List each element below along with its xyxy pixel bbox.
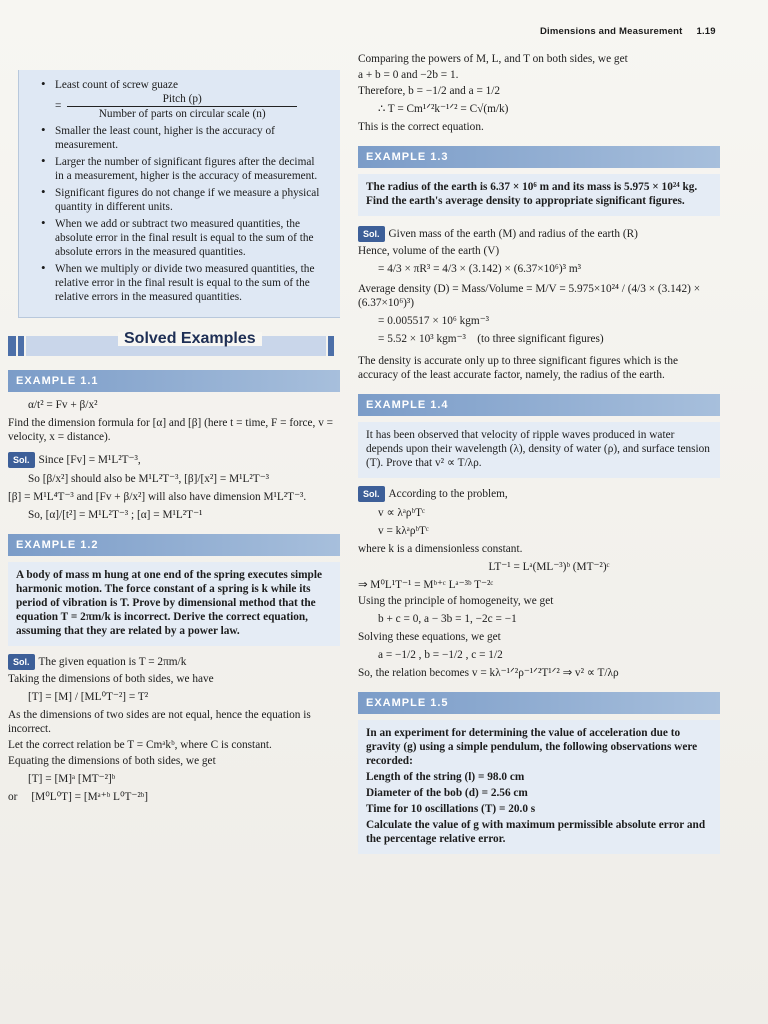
ex2-line7: [T] = [M]ᵃ [MT⁻²]ᵇ xyxy=(28,773,116,785)
page-header xyxy=(540,26,716,37)
compare-powers: Comparing the powers of M, L, and T on both sides, we get xyxy=(358,53,628,65)
summary-box xyxy=(18,70,340,318)
ex4-question: It has been observed that velocity of ripple waves produced in water depends upon their wavelength (λ), density of water (ρ), and surface tension (T). Prove that v² ∝ T/λρ. xyxy=(366,429,710,469)
ex2-line8: [M⁰L⁰T] = [Mᵃ⁺ᵇ L⁰T⁻²ᵇ] xyxy=(31,791,148,803)
solution-badge: Sol. xyxy=(358,486,385,502)
example-1-5-label: EXAMPLE 1.5 xyxy=(358,692,720,714)
solution-badge: Sol. xyxy=(8,452,35,468)
example-1-1-label: EXAMPLE 1.1 xyxy=(8,370,340,392)
example-1-2-label: EXAMPLE 1.2 xyxy=(8,534,340,556)
summary-item: • Larger the number of significant figures after the decimal in a measurement, higher is the accuracy of measurement. xyxy=(41,155,326,183)
summary-item: • Least count of screw guaze = $\frac{\text{Pitch (p)}}{\text{Number of parts on circular scale (n)}}$ xyxy=(41,78,326,121)
right-column: Comparing the powers of M, L, and T on both sides, we get a + b = 0 and −2b = 1. Therefore, b = −1/2 and a = 1/2 ∴ T = Cm¹ᐟ²k⁻¹ᐟ² = C√(m/k) This is the correct equation. EXAMPLE 1.3 The radius of the earth is 6.37 × 10⁶ m and its mass is 5.975 × 10²⁴ kg. Find the earth's average density to appropriate significant figures. Sol. Given mass of the earth (M) and radius of the earth (R) Hence, volume of the earth (V) = 4/3 × πR³ = 4/3 × (3.142) × (6.37×10⁶)³ m³ Average density (D) = Mass/Volume = M/V = 5.975×10²⁴ / (4/3 × (3.142) × (6.37×10⁶)³) = 0.005517 × 10⁶ kgm⁻³ = 5.52 × 10³ kgm⁻³ (to three significant figures) The density is accurate only up to three significant figures which is the accuracy of the least accurate factor, namely, the radius of the earth. EXAMPLE 1.4 It has been observed that velocity of ripple waves produced in water depends upon their wavelength (λ), density of water (ρ), and surface tension (T). Prove that v² ∝ T/λρ. Sol. According to the problem, v ∝ λᵃρᵇTᶜ v = kλᵃρᵇTᶜ where k is a dimensionless constant. LT⁻¹ = Lᵃ(ML⁻³)ᵇ (MT⁻²)ᶜ ⇒ M⁰L¹T⁻¹ = Mᵇ⁺ᶜ Lᵃ⁻³ᵇ T⁻²ᶜ Using the principle of homogeneity, we get b + c = 0, a − 3b = 1, −2c = −1 Solving these equations, we get a = −1/2 , b = −1/2 , c = 1/2 So, the relation becomes v = kλ⁻¹ᐟ²ρ⁻¹ᐟ²T¹ᐟ² ⇒ v² ∝ T/λρ EXAMPLE 1.5 In an experiment for determining the value of acceleration due to gravity (g) using a simple pendulum, the following observations were recorded: Length of the string (l) = 98.0 cm Diameter of the bob (d) = 2.56 cm Time for 10 oscillations (T) = 20.0 s Calculate the value of g with maximum permissible absolute error and the percentage relative error. xyxy=(358,50,720,854)
ex2-line3: [T] = [M] / [ML⁰T⁻²] = T² xyxy=(28,691,149,703)
ex2-line6: Equating the dimensions of both sides, we get xyxy=(8,755,216,767)
ex1-line2: So [β/x²] should also be M¹L²T⁻³, [β]/[x²] = M¹L²T⁻³ xyxy=(28,473,270,485)
ex1-question: Find the dimension formula for [α] and [β] (here t = time, F = force, v = velocity, x = distance). xyxy=(8,417,334,443)
chapter-title: Dimensions and Measurement xyxy=(540,26,683,37)
least-count-fraction: $\frac{\text{Pitch (p)}}{\text{Number of parts on circular scale (n)}}$ xyxy=(67,92,297,121)
ex2-line4: As the dimensions of two sides are not equal, hence the equation is incorrect. xyxy=(8,709,311,735)
heading-bar-right xyxy=(328,336,334,356)
example-1-4-label: EXAMPLE 1.4 xyxy=(358,394,720,416)
summary-item: • When we add or subtract two measured quantities, the absolute error in the final result is equal to the sum of the absolute errors in the measured quantities. xyxy=(41,217,326,259)
ex1-line3: [β] = M¹L⁴T⁻³ and [Fv + β/x²] will also have dimension M¹L²T⁻³. xyxy=(8,491,307,503)
summary-item: • When we multiply or divide two measured quantities, the relative error in the final result is equal to the sum of the relative errors in the measured quantities. xyxy=(41,262,326,304)
ex5-question-box: In an experiment for determining the value of acceleration due to gravity (g) using a simple pendulum, the following observations were recorded: Length of the string (l) = 98.0 cm Diameter of the bob (d) = 2.56 cm Time for 10 oscillations (T) = 20.0 s Calculate the value of g with maximum permissible absolute error and the percentage relative error. xyxy=(358,720,720,854)
ex3-question: The radius of the earth is 6.37 × 10⁶ m and its mass is 5.975 × 10²⁴ kg. Find the earth's average density to appropriate significant figures. xyxy=(366,181,698,207)
solved-examples-title: Solved Examples xyxy=(118,332,262,346)
ex2-question: A body of mass m hung at one end of the spring executes simple harmonic motion. The force constant of a spring is k while its period of vibration is T. Prove by dimensional method that the equation T = 2πm/k is incorrect. Derive the correct equation, assuming that they are related by a power law. xyxy=(16,569,322,637)
heading-bar-left xyxy=(8,336,16,356)
ex1-line4: So, [α]/[t²] = M¹L²T⁻³ ; [α] = M¹L²T⁻¹ xyxy=(28,509,203,521)
heading-bar-left-2 xyxy=(18,336,24,356)
summary-item: • Smaller the least count, higher is the accuracy of measurement. xyxy=(41,124,326,152)
solution-badge: Sol. xyxy=(8,654,35,670)
left-column: • Least count of screw guaze = $\frac{\text{Pitch (p)}}{\text{Number of parts on circular scale (n)}}$ • Smaller the least count, higher is the accuracy of measurement. • Larger the number of significant figures after the decimal in a measurement, higher is the accuracy of measurement. • Significant figures do not change if we measure a physical quantity in different units. • When we add or subtract two measured quantities, the absolute error in the final result is equal to the sum of the absolute errors in the measured quantities. • When we multiply or divide two measured quantities, the relative error in the final result is equal to the sum of the relative errors in the measured quantities. Solved Examples EXAMPLE 1.1 α/t² = Fv + β/x² Find the dimension formula for [α] and [β] (here t = time, F = force, v = velocity, x = distance). Sol. Since [Fv] = M¹L²T⁻³, So [β/x²] should also be M¹L²T⁻³, [β]/[x²] = M¹L²T⁻³ [β] = M¹L⁴T⁻³ and [Fv + β/x²] will also have dimension M¹L²T⁻³. So, [α]/[t²] = M¹L²T⁻³ ; [α] = M¹L²T⁻¹ EXAMPLE 1.2 A body of mass m hung at one end of the spring executes simple harmonic motion. The force constant of a spring is k while its period of vibration is T. Prove by dimensional method that the equation T = 2πm/k is incorrect. Derive the correct equation, assuming that they are related by a power law. Sol. The given equation is T = 2πm/k Taking the dimensions of both sides, we have [T] = [M] / [ML⁰T⁻²] = T² As the dimensions of two sides are not equal, hence the equation is incorrect. Let the correct relation be T = Cmᵃkᵇ, where C is constant. Equating the dimensions of both sides, we get [T] = [M]ᵃ [MT⁻²]ᵇ or [M⁰L⁰T] = [Mᵃ⁺ᵇ L⁰T⁻²ᵇ] xyxy=(8,70,340,806)
ex2-line5: Let the correct relation be T = Cmᵃkᵇ, where C is constant. xyxy=(8,739,272,751)
ex4-question-box xyxy=(358,422,720,478)
ex1-formula: α/t² = Fv + β/x² xyxy=(28,399,98,411)
example-1-3-label: EXAMPLE 1.3 xyxy=(358,146,720,168)
solution-badge: Sol. xyxy=(358,226,385,242)
ex3-question-box xyxy=(358,174,720,216)
summary-item: • Significant figures do not change if we measure a physical quantity in different units. xyxy=(41,186,326,214)
ex2-line2: Taking the dimensions of both sides, we have xyxy=(8,673,214,685)
solved-examples-heading xyxy=(8,330,340,360)
page-number: 1.19 xyxy=(696,26,716,37)
ex2-question-box xyxy=(8,562,340,646)
